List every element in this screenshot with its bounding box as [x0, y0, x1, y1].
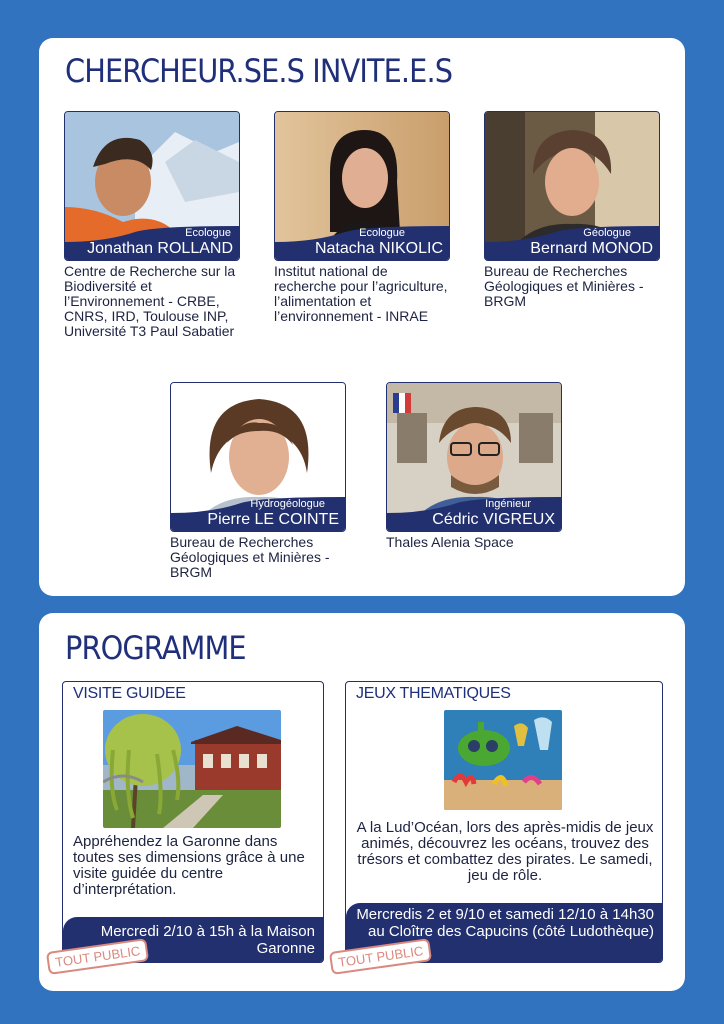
person-card-cedric-vigreux — [386, 382, 562, 550]
event-title: VISITE GUIDEE — [73, 685, 186, 702]
person-affiliation: Centre de Recherche sur la Biodiversité et l’Environnement - CRBE, CNRS, IRD, Toulouse INP, Université T3 Paul Sabatier — [64, 263, 236, 339]
event-description: A la Lud’Océan, lors des après-midis de jeux animés, découvrez les océans, trouvez des trésors et combattez des pirates. Le samedi, jeu de rôle. — [356, 819, 654, 884]
tout-public-stamp: TOUT PUBLIC — [329, 938, 433, 975]
event-jeux-thematiques — [337, 681, 663, 970]
researchers-title: CHERCHEUR.SE.S INVITE.E.S — [65, 52, 453, 90]
event-visite-guidee — [54, 681, 324, 970]
person-role: Ingénieur — [485, 498, 531, 510]
name-band — [387, 497, 561, 531]
event-photo-lud-ocean — [444, 710, 562, 810]
person-photo — [64, 111, 240, 261]
person-affiliation: Bureau de Recherches Géologiques et Minières - BRGM — [484, 263, 644, 309]
event-date: Mercredi 2/10 à 15h à la Maison Garonne — [63, 917, 323, 962]
name-band — [171, 497, 345, 531]
event-title: JEUX THEMATIQUES — [356, 685, 511, 702]
name-band — [65, 226, 239, 260]
person-name: Jonathan ROLLAND — [87, 240, 233, 257]
person-role: Ecologue — [359, 227, 405, 239]
person-name: Pierre LE COINTE — [207, 511, 339, 528]
person-role: Hydrogéologue — [250, 498, 325, 510]
person-photo — [274, 111, 450, 261]
person-card-bernard-monod — [484, 111, 660, 309]
event-date: Mercredis 2 et 9/10 et samedi 12/10 à 14h30 au Cloître des Capucins (côté Ludothèque) — [346, 903, 662, 962]
programme-card — [39, 613, 685, 991]
person-card-natacha-nikolic — [274, 111, 450, 324]
event-photo-maison-garonne — [103, 710, 281, 828]
event-description: Appréhendez la Garonne dans toutes ses dimensions grâce à une visite guidée du centre d’interprétation. — [73, 833, 305, 898]
person-name: Natacha NIKOLIC — [314, 240, 443, 257]
person-affiliation: Bureau de Recherches Géologiques et Minières - BRGM — [170, 534, 330, 580]
person-affiliation: Thales Alenia Space — [386, 534, 514, 550]
tout-public-stamp: TOUT PUBLIC — [46, 938, 150, 975]
person-role: Ecologue — [185, 227, 231, 239]
name-band — [485, 226, 659, 260]
researchers-card — [39, 38, 685, 596]
person-name: Bernard MONOD — [530, 240, 653, 257]
person-name: Cédric VIGREUX — [432, 511, 555, 528]
person-photo — [170, 382, 346, 532]
person-card-jonathan-rolland — [64, 111, 240, 339]
name-band — [275, 226, 449, 260]
person-photo — [484, 111, 660, 261]
programme-title: PROGRAMME — [65, 629, 246, 667]
person-affiliation: Institut national de recherche pour l’agriculture, l’alimentation et l’environnement - INRAE — [274, 263, 448, 324]
person-photo — [386, 382, 562, 532]
person-role: Géologue — [583, 227, 631, 239]
person-card-pierre-le-cointe — [170, 382, 346, 580]
